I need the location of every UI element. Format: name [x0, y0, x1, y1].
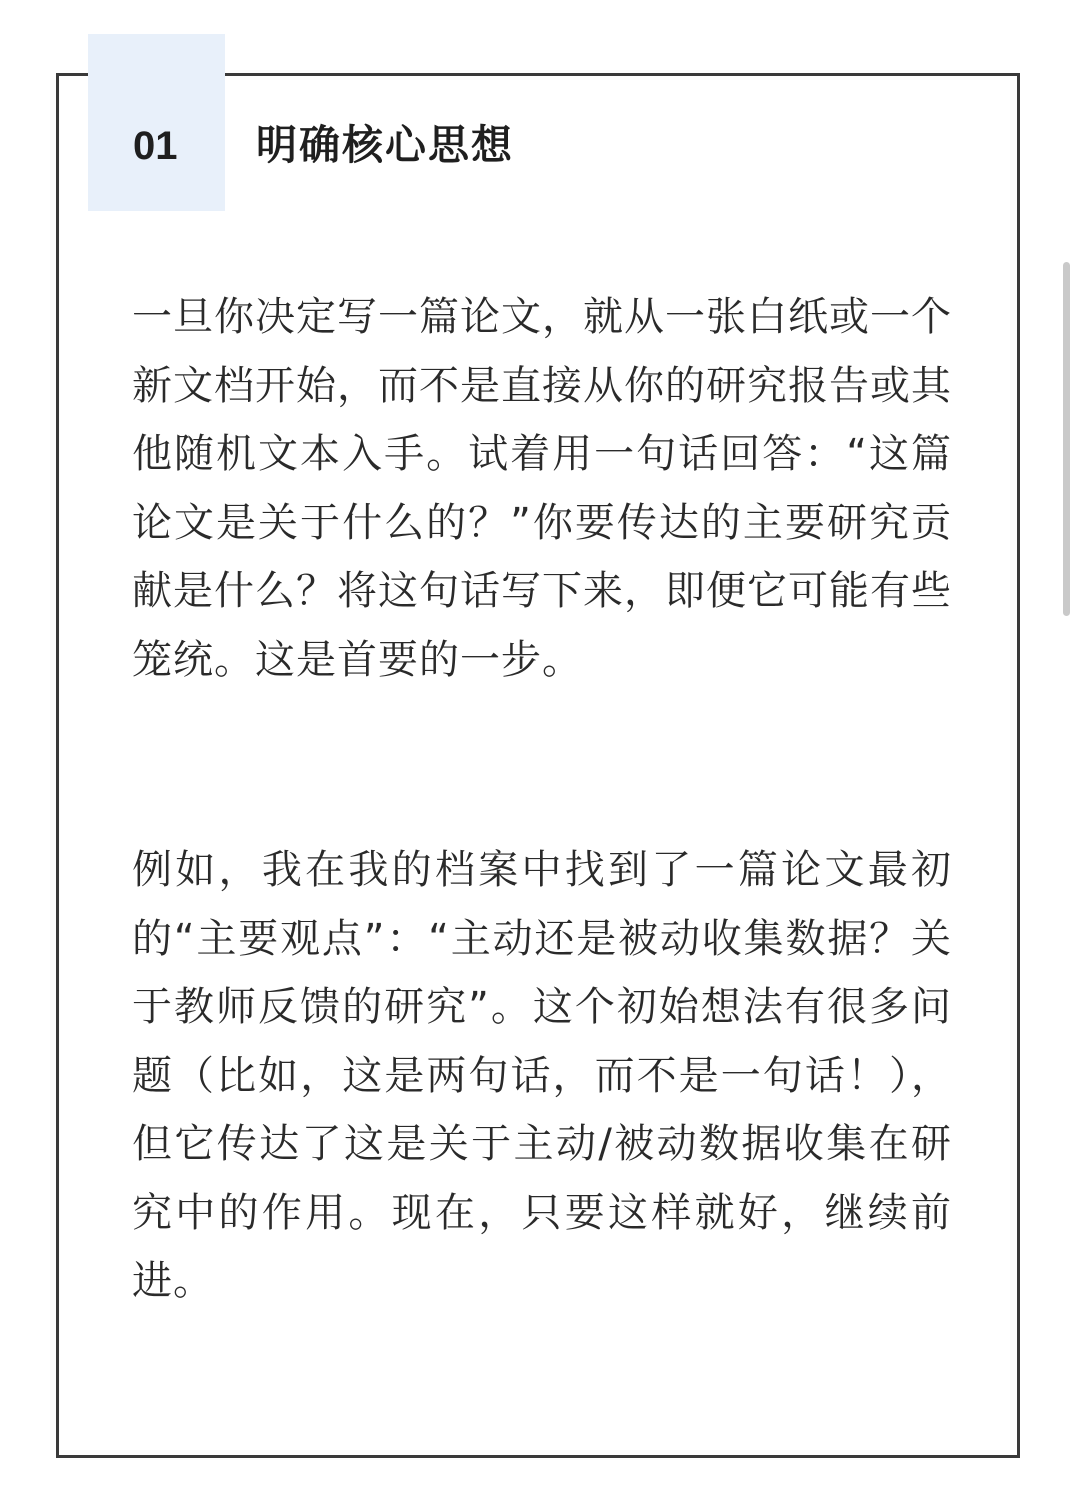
- paragraph-2: 例如，我在我的档案中找到了一篇论文最初的“主要观点”：“主动还是被动收集数据？关于教师反馈的研究”。这个初始想法有很多问题（比如，这是两句话，而不是一句话！），但它传达了这是关于主动/被动数据收集在研究中的作用。现在，只要这样就好，继续前进。: [132, 847, 952, 1304]
- section-number: 01: [133, 124, 178, 168]
- paragraph-1: 一旦你决定写一篇论文，就从一张白纸或一个新文档开始，而不是直接从你的研究报告或其他随机文本入手。试着用一句话回答：“这篇论文是关于什么的？”你要传达的主要研究贡献是什么？将这句话写下来，即便它可能有些笼统。这是首要的一步。: [132, 294, 952, 683]
- scrollbar-thumb[interactable]: [1063, 262, 1070, 616]
- section-title: 明确核心思想: [256, 121, 514, 169]
